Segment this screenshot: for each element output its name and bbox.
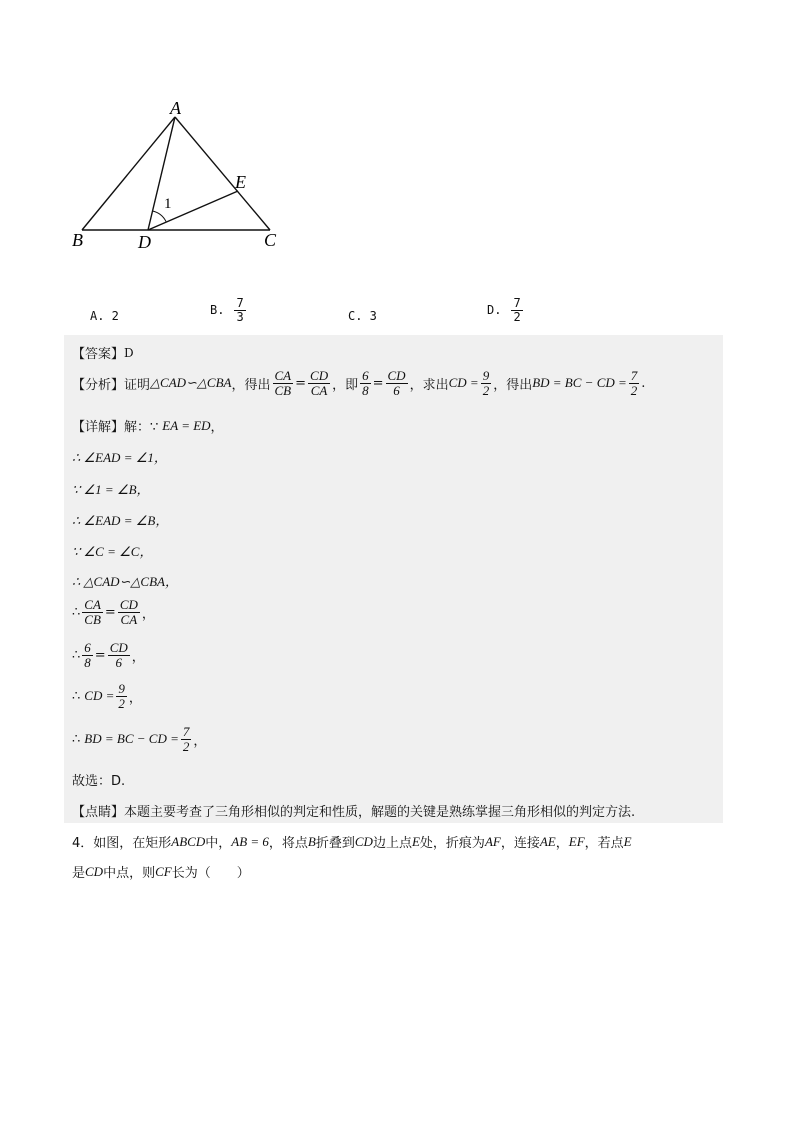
detail-step-4: ∵ ∠C = ∠C， [72, 544, 153, 559]
q4-cd: CD [354, 833, 373, 849]
q4-text-2c: 长为（ ） [171, 866, 250, 881]
option-d [487, 297, 525, 323]
frac-den: 6 [115, 654, 122, 670]
detail-intro-math: EA = ED [162, 417, 211, 433]
frac-num: 7 [182, 724, 190, 739]
q4-cf: CF [155, 863, 172, 879]
question4-line1 [72, 832, 632, 851]
frac-den: 8 [362, 382, 369, 398]
q4-text-g: ，连接 [500, 836, 540, 851]
detail-step-5: ∴ △CAD∽△CBA， [72, 574, 178, 589]
question4-line2 [72, 862, 250, 881]
angle-1-arc [153, 211, 167, 222]
detail-step-3: ∴ ∠EAD = ∠B， [72, 513, 169, 528]
q4-text-b: 中， [205, 836, 232, 851]
equals-symbol: = [94, 647, 106, 663]
step7-frac-1 [82, 641, 93, 669]
analysis-eq-2: = [372, 375, 384, 391]
frac-num: CD [109, 640, 128, 655]
analysis-frac-6-8 [360, 369, 371, 397]
step6-frac-2 [118, 598, 140, 626]
answer-line [72, 343, 134, 362]
frac-num: CA [274, 368, 292, 383]
analysis-t3: ，得出 [231, 377, 271, 393]
q4-text-2b: 中点，则 [103, 866, 156, 881]
label-a: A [170, 100, 181, 118]
comment-text: 本题主要考查了三角形相似的判定和性质，解题的关键是熟练掌握三角形相似的判定方法. [124, 805, 636, 820]
frac-den: CA [310, 382, 328, 398]
option-b [210, 297, 248, 323]
q4-text-i: ，若点 [584, 836, 624, 851]
frac-num: CD [310, 368, 329, 383]
q4-text-a: 4．如图，在矩形 [72, 836, 172, 851]
tail-comma: ， [128, 690, 142, 706]
detail-intro [72, 416, 224, 435]
detail-step-1: ∴ ∠EAD = ∠1， [72, 450, 167, 465]
q4-e: E [411, 833, 420, 849]
analysis-eq-1: = [295, 375, 307, 391]
q4-af: AF [484, 833, 501, 849]
frac-den: 2 [118, 695, 125, 711]
segment-ac [175, 117, 270, 230]
label-d: D [138, 232, 151, 252]
detail-step-7 [72, 641, 145, 669]
therefore-symbol: ∴ [72, 688, 81, 704]
frac-num: 9 [118, 681, 125, 696]
answer-value: D [124, 345, 134, 360]
comment-tag: 【点睛】 [72, 805, 125, 820]
step8-lhs: CD = [84, 688, 115, 704]
therefore-symbol: ∴ [72, 647, 81, 663]
option-d-num: 7 [513, 296, 521, 310]
analysis-t5: ，求出 [409, 377, 449, 393]
q4-ef: EF [568, 833, 585, 849]
analysis-frac-cd-ca [308, 369, 330, 397]
q4-b: B [307, 833, 316, 849]
detail-tag: 【详解】 [72, 420, 125, 435]
q4-text-c: ，将点 [268, 836, 308, 851]
option-c: C. 3 [348, 309, 377, 323]
q4-text-e: 边上点 [372, 836, 412, 851]
step8-frac [116, 682, 127, 710]
frac-num: 7 [630, 368, 638, 383]
analysis-frac-7-2 [629, 369, 640, 397]
option-d-fraction [511, 297, 522, 323]
frac-num: CD [119, 597, 138, 612]
analysis-t1: 证明 [124, 377, 151, 393]
q4-text-h: ， [555, 836, 569, 851]
tail-comma: ， [131, 649, 145, 665]
frac-num: CD [387, 368, 406, 383]
q4-text-2a: 是 [72, 866, 86, 881]
q4-text-f: 处，折痕为 [419, 836, 485, 851]
segment-de [148, 191, 238, 230]
triangle-figure [60, 100, 300, 260]
q4-ae: AE [539, 833, 556, 849]
analysis-frac-cd-6 [386, 369, 408, 397]
analysis-end: . [641, 375, 646, 391]
frac-den: CB [84, 611, 101, 627]
step6-frac-1 [82, 598, 103, 626]
option-d-den: 2 [513, 309, 521, 324]
answer-tag: 【答案】 [72, 347, 125, 362]
comment-line [72, 801, 635, 820]
q4-text-d: 折叠到 [315, 836, 355, 851]
analysis-t4: ，即 [332, 377, 359, 393]
label-angle-1: 1 [164, 196, 172, 212]
option-b-den: 3 [236, 309, 244, 324]
frac-num: 6 [84, 640, 91, 655]
analysis-line [72, 369, 645, 397]
option-b-num: 7 [236, 296, 244, 310]
detail-step-8 [72, 682, 142, 710]
q4-e2: E [623, 833, 632, 849]
analysis-bd: BD = BC − CD = [532, 375, 627, 391]
frac-den: CB [274, 382, 292, 398]
frac-den: 2 [630, 382, 638, 398]
step7-frac-2 [108, 641, 130, 669]
analysis-t6: ，得出 [493, 377, 533, 393]
frac-den: 2 [182, 738, 190, 754]
label-b: B [72, 230, 83, 250]
therefore-symbol: ∴ [72, 731, 81, 747]
option-d-prefix: D. [487, 303, 502, 318]
option-b-prefix: B. [210, 303, 225, 318]
tail-comma: ， [141, 606, 155, 622]
option-b-fraction [234, 297, 245, 323]
analysis-similar: △CAD∽△CBA [150, 375, 232, 391]
frac-num: CA [84, 597, 101, 612]
detail-choice: 故选：D. [72, 774, 126, 789]
analysis-frac-ca-cb [273, 369, 294, 397]
q4-ab: AB = 6 [231, 833, 269, 849]
option-a: A. 2 [90, 309, 119, 323]
frac-den: 2 [482, 382, 490, 398]
detail-step-6 [72, 598, 155, 626]
analysis-frac-9-2 [481, 369, 492, 397]
detail-intro-comma: ， [210, 420, 224, 435]
frac-den: 8 [84, 654, 91, 670]
therefore-symbol: ∴ [72, 604, 81, 620]
equals-symbol: = [104, 604, 116, 620]
frac-num: 6 [362, 368, 369, 383]
detail-intro-text: 解：∵ [124, 420, 159, 435]
tail-comma: ， [193, 733, 207, 749]
q4-cd2: CD [85, 863, 104, 879]
frac-den: 6 [393, 382, 400, 398]
analysis-tag: 【分析】 [72, 377, 125, 393]
detail-step-9 [72, 725, 206, 753]
step9-lhs: BD = BC − CD = [84, 731, 179, 747]
step9-frac [181, 725, 192, 753]
q4-abcd: ABCD [171, 833, 206, 849]
frac-num: 9 [482, 368, 490, 383]
detail-step-2: ∵ ∠1 = ∠B， [72, 482, 150, 497]
label-e: E [235, 172, 246, 192]
frac-den: CA [120, 611, 138, 627]
label-c: C [264, 230, 277, 250]
analysis-cd: CD = [448, 375, 479, 391]
